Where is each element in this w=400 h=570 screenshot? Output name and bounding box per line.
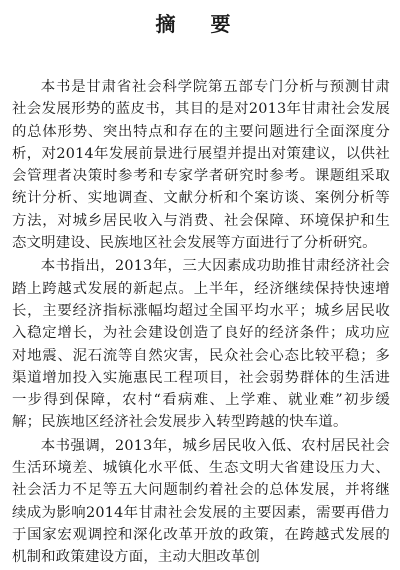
page-title: 摘 要 (155, 12, 245, 36)
paragraph: 本书强调，2013年，城乡居民收入低、农村居民社会生活环境差、城镇化水平低、生态文明大省建设压力大、社会活力不足等五大问题制约着社会的总体发展，并将继续成为影响2014年甘肃社会发展的主要因素，需要再借力于国家宏观调控和深化改革开放的政策，在跨越式发展的机制和政策建设方面，主动大胆改革创 (12, 437, 390, 566)
paragraph: 本书是甘肃省社会科学院第五部专门分析与预测甘肃社会发展形势的蓝皮书，其目的是对2013年甘肃社会发展的总体形势、突出特点和存在的主要问题进行全面深度分析，对2014年发展前景进行展望并提出对策建议，以供社会管理者决策时参考和专家学者研究时参考。课题组采取统计分析、实地调查、文献分析和个案访谈、案例分析等方法，对城乡居民收入与消费、社会保障、环境保护和生态文明建设、民族地区社会发展等方面进行了分析研究。 (12, 79, 390, 252)
paragraph: 本书指出，2013年，三大因素成功助推甘肃经济社会踏上跨越式发展的新起点。上半年，经济继续保持快速增长，主要经济指标涨幅均超过全国平均水平；城乡居民收入稳定增长，为社会建设创造了良好的经济条件；成功应对地震、泥石流等自然灾害，民众社会心态比较平稳；多渠道增加投入实施惠民工程项目，社会弱势群体的生活进一步得到保障，农村“看病难、上学难、就业难”初步缓解；民族地区经济社会发展步入转型跨越的快车道。 (12, 258, 390, 431)
abstract-body (12, 76, 390, 570)
